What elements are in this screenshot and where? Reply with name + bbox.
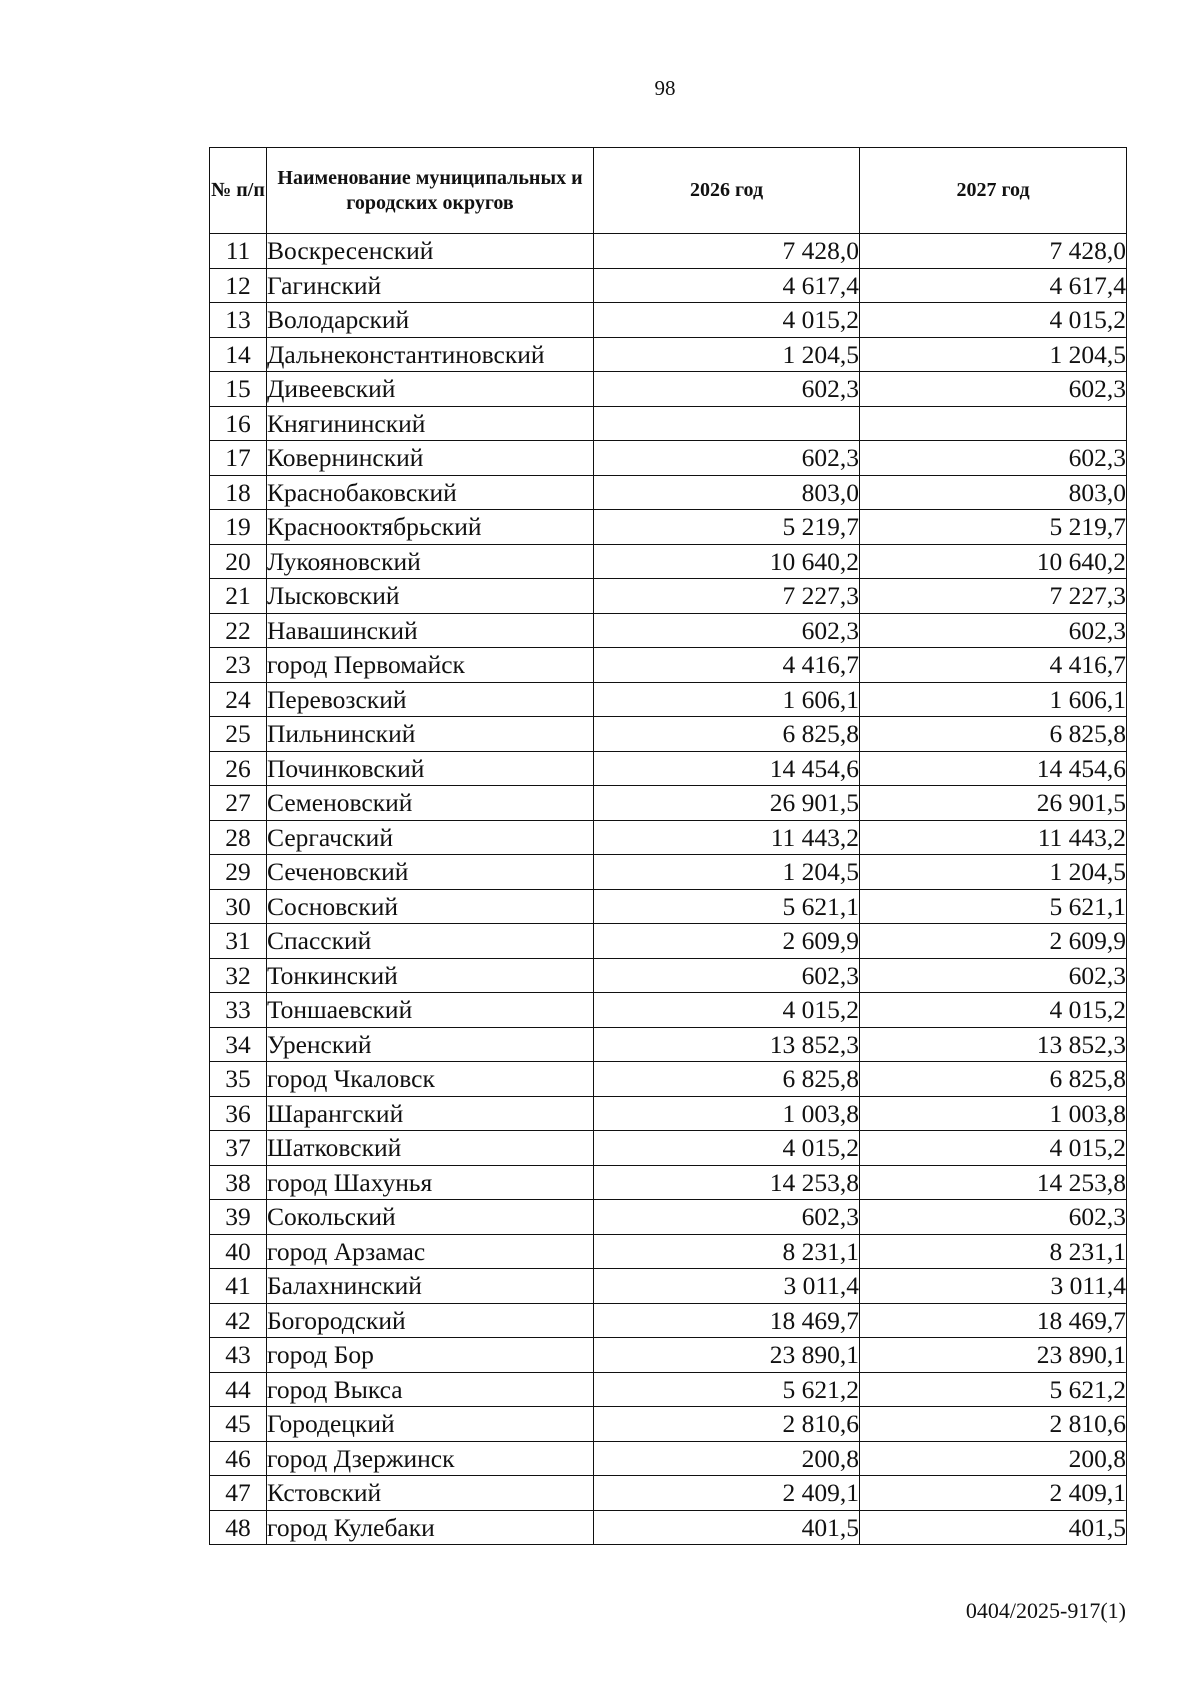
district-name: Балахнинский xyxy=(267,1269,594,1304)
allocation-table xyxy=(209,147,1127,1545)
row-number: 36 xyxy=(210,1096,267,1131)
value-2027: 26 901,5 xyxy=(860,786,1127,821)
value-2026: 14 454,6 xyxy=(594,751,860,786)
row-number: 14 xyxy=(210,337,267,372)
value-2026: 602,3 xyxy=(594,958,860,993)
district-name: город Дзержинск xyxy=(267,1441,594,1476)
row-number: 45 xyxy=(210,1407,267,1442)
row-number: 47 xyxy=(210,1476,267,1511)
district-name: Спасский xyxy=(267,924,594,959)
value-2027: 11 443,2 xyxy=(860,820,1127,855)
row-number: 29 xyxy=(210,855,267,890)
value-2026: 10 640,2 xyxy=(594,544,860,579)
value-2027: 401,5 xyxy=(860,1510,1127,1545)
value-2027: 8 231,1 xyxy=(860,1234,1127,1269)
table-row xyxy=(210,475,1127,510)
row-number: 22 xyxy=(210,613,267,648)
value-2027: 1 003,8 xyxy=(860,1096,1127,1131)
row-number: 16 xyxy=(210,406,267,441)
table-row xyxy=(210,337,1127,372)
value-2027: 7 428,0 xyxy=(860,234,1127,269)
district-name: Сокольский xyxy=(267,1200,594,1235)
value-2027: 10 640,2 xyxy=(860,544,1127,579)
value-2027: 13 852,3 xyxy=(860,1027,1127,1062)
header-2027: 2027 год xyxy=(860,148,1127,234)
value-2026: 2 609,9 xyxy=(594,924,860,959)
value-2027: 602,3 xyxy=(860,613,1127,648)
value-2027: 7 227,3 xyxy=(860,579,1127,614)
value-2027: 602,3 xyxy=(860,372,1127,407)
row-number: 46 xyxy=(210,1441,267,1476)
district-name: Краснобаковский xyxy=(267,475,594,510)
table-row xyxy=(210,1200,1127,1235)
value-2026: 18 469,7 xyxy=(594,1303,860,1338)
row-number: 17 xyxy=(210,441,267,476)
value-2027: 602,3 xyxy=(860,1200,1127,1235)
value-2027: 14 253,8 xyxy=(860,1165,1127,1200)
value-2026: 602,3 xyxy=(594,613,860,648)
district-name: Кстовский xyxy=(267,1476,594,1511)
header-name: Наименование муниципальных и городских округов xyxy=(267,148,594,234)
row-number: 34 xyxy=(210,1027,267,1062)
district-name: Городецкий xyxy=(267,1407,594,1442)
district-name: Сосновский xyxy=(267,889,594,924)
row-number: 19 xyxy=(210,510,267,545)
table-row xyxy=(210,613,1127,648)
value-2026: 1 204,5 xyxy=(594,337,860,372)
value-2026: 6 825,8 xyxy=(594,717,860,752)
value-2027: 3 011,4 xyxy=(860,1269,1127,1304)
value-2027: 4 416,7 xyxy=(860,648,1127,683)
value-2027: 2 409,1 xyxy=(860,1476,1127,1511)
value-2027: 602,3 xyxy=(860,958,1127,993)
district-name: Краснооктябрьский xyxy=(267,510,594,545)
district-name: Сеченовский xyxy=(267,855,594,890)
district-name: город Бор xyxy=(267,1338,594,1373)
district-name: Уренский xyxy=(267,1027,594,1062)
table-row xyxy=(210,1234,1127,1269)
district-name: город Первомайск xyxy=(267,648,594,683)
table-row xyxy=(210,924,1127,959)
district-name: Семеновский xyxy=(267,786,594,821)
value-2027: 1 204,5 xyxy=(860,337,1127,372)
table-row xyxy=(210,751,1127,786)
row-number: 25 xyxy=(210,717,267,752)
value-2026: 5 621,1 xyxy=(594,889,860,924)
value-2027: 23 890,1 xyxy=(860,1338,1127,1373)
value-2027: 18 469,7 xyxy=(860,1303,1127,1338)
value-2027 xyxy=(860,406,1127,441)
row-number: 12 xyxy=(210,268,267,303)
table-row xyxy=(210,648,1127,683)
value-2026: 13 852,3 xyxy=(594,1027,860,1062)
table-row xyxy=(210,268,1127,303)
row-number: 32 xyxy=(210,958,267,993)
district-name: Пильнинский xyxy=(267,717,594,752)
header-2026: 2026 год xyxy=(594,148,860,234)
row-number: 15 xyxy=(210,372,267,407)
value-2026: 4 416,7 xyxy=(594,648,860,683)
district-name: Шарангский xyxy=(267,1096,594,1131)
value-2027: 5 621,2 xyxy=(860,1372,1127,1407)
table-row xyxy=(210,1476,1127,1511)
value-2027: 4 617,4 xyxy=(860,268,1127,303)
value-2026: 7 227,3 xyxy=(594,579,860,614)
table-row xyxy=(210,855,1127,890)
value-2026: 602,3 xyxy=(594,441,860,476)
row-number: 48 xyxy=(210,1510,267,1545)
table-row xyxy=(210,372,1127,407)
district-name: Ковернинский xyxy=(267,441,594,476)
table-row xyxy=(210,820,1127,855)
table-row xyxy=(210,1027,1127,1062)
table-row xyxy=(210,1165,1127,1200)
district-name: Перевозский xyxy=(267,682,594,717)
table-row xyxy=(210,441,1127,476)
row-number: 44 xyxy=(210,1372,267,1407)
district-name: город Выкса xyxy=(267,1372,594,1407)
row-number: 33 xyxy=(210,993,267,1028)
value-2027: 6 825,8 xyxy=(860,1062,1127,1097)
row-number: 28 xyxy=(210,820,267,855)
row-number: 40 xyxy=(210,1234,267,1269)
district-name: Навашинский xyxy=(267,613,594,648)
table-row xyxy=(210,1269,1127,1304)
value-2026: 602,3 xyxy=(594,1200,860,1235)
table-row xyxy=(210,544,1127,579)
district-name: Воскресенский xyxy=(267,234,594,269)
value-2027: 6 825,8 xyxy=(860,717,1127,752)
value-2027: 1 204,5 xyxy=(860,855,1127,890)
table-body xyxy=(210,234,1127,1545)
row-number: 11 xyxy=(210,234,267,269)
value-2026: 401,5 xyxy=(594,1510,860,1545)
row-number: 41 xyxy=(210,1269,267,1304)
district-name: Володарский xyxy=(267,303,594,338)
district-name: Богородский xyxy=(267,1303,594,1338)
district-name: город Кулебаки xyxy=(267,1510,594,1545)
district-name: Тоншаевский xyxy=(267,993,594,1028)
table-row xyxy=(210,1131,1127,1166)
row-number: 30 xyxy=(210,889,267,924)
district-name: Княгининский xyxy=(267,406,594,441)
table-row xyxy=(210,717,1127,752)
value-2026: 200,8 xyxy=(594,1441,860,1476)
value-2026: 1 003,8 xyxy=(594,1096,860,1131)
value-2026: 4 015,2 xyxy=(594,1131,860,1166)
table-row xyxy=(210,1338,1127,1373)
table-row xyxy=(210,682,1127,717)
value-2027: 4 015,2 xyxy=(860,993,1127,1028)
row-number: 27 xyxy=(210,786,267,821)
district-name: Лысковский xyxy=(267,579,594,614)
table-row xyxy=(210,958,1127,993)
table-row xyxy=(210,406,1127,441)
row-number: 13 xyxy=(210,303,267,338)
table-row xyxy=(210,510,1127,545)
district-name: Лукояновский xyxy=(267,544,594,579)
table-row xyxy=(210,1407,1127,1442)
value-2027: 14 454,6 xyxy=(860,751,1127,786)
value-2026: 14 253,8 xyxy=(594,1165,860,1200)
value-2027: 5 219,7 xyxy=(860,510,1127,545)
district-name: Шатковский xyxy=(267,1131,594,1166)
row-number: 37 xyxy=(210,1131,267,1166)
table-header-row xyxy=(210,148,1127,234)
table-row xyxy=(210,579,1127,614)
district-name: Сергачский xyxy=(267,820,594,855)
table-row xyxy=(210,1510,1127,1545)
row-number: 23 xyxy=(210,648,267,683)
row-number: 43 xyxy=(210,1338,267,1373)
row-number: 42 xyxy=(210,1303,267,1338)
district-name: Гагинский xyxy=(267,268,594,303)
table-row xyxy=(210,1372,1127,1407)
table-row xyxy=(210,1096,1127,1131)
value-2026: 2 810,6 xyxy=(594,1407,860,1442)
value-2027: 2 609,9 xyxy=(860,924,1127,959)
district-name: город Арзамас xyxy=(267,1234,594,1269)
value-2026: 1 204,5 xyxy=(594,855,860,890)
page-number: 98 xyxy=(654,76,676,100)
value-2026: 2 409,1 xyxy=(594,1476,860,1511)
row-number: 31 xyxy=(210,924,267,959)
value-2027: 4 015,2 xyxy=(860,303,1127,338)
table-row xyxy=(210,234,1127,269)
row-number: 24 xyxy=(210,682,267,717)
district-name: Починковский xyxy=(267,751,594,786)
value-2027: 200,8 xyxy=(860,1441,1127,1476)
value-2026: 1 606,1 xyxy=(594,682,860,717)
value-2026: 7 428,0 xyxy=(594,234,860,269)
table-row xyxy=(210,786,1127,821)
value-2027: 5 621,1 xyxy=(860,889,1127,924)
table-row xyxy=(210,1441,1127,1476)
value-2027: 803,0 xyxy=(860,475,1127,510)
district-name: Дальнеконстантиновский xyxy=(267,337,594,372)
table-row xyxy=(210,993,1127,1028)
table-row xyxy=(210,1062,1127,1097)
value-2026: 4 617,4 xyxy=(594,268,860,303)
row-number: 20 xyxy=(210,544,267,579)
district-name: Тонкинский xyxy=(267,958,594,993)
value-2026: 6 825,8 xyxy=(594,1062,860,1097)
value-2026: 26 901,5 xyxy=(594,786,860,821)
value-2026: 11 443,2 xyxy=(594,820,860,855)
header-number: № п/п xyxy=(210,148,267,234)
value-2027: 602,3 xyxy=(860,441,1127,476)
row-number: 38 xyxy=(210,1165,267,1200)
district-name: город Шахунья xyxy=(267,1165,594,1200)
value-2026: 8 231,1 xyxy=(594,1234,860,1269)
value-2026: 5 621,2 xyxy=(594,1372,860,1407)
table-row xyxy=(210,889,1127,924)
value-2027: 2 810,6 xyxy=(860,1407,1127,1442)
value-2026: 5 219,7 xyxy=(594,510,860,545)
value-2026: 23 890,1 xyxy=(594,1338,860,1373)
row-number: 18 xyxy=(210,475,267,510)
row-number: 26 xyxy=(210,751,267,786)
district-name: Дивеевский xyxy=(267,372,594,407)
value-2027: 4 015,2 xyxy=(860,1131,1127,1166)
value-2026: 803,0 xyxy=(594,475,860,510)
value-2026: 4 015,2 xyxy=(594,303,860,338)
value-2026: 3 011,4 xyxy=(594,1269,860,1304)
document-code: 0404/2025-917(1) xyxy=(965,1598,1126,1623)
value-2027: 1 606,1 xyxy=(860,682,1127,717)
value-2026: 4 015,2 xyxy=(594,993,860,1028)
row-number: 39 xyxy=(210,1200,267,1235)
value-2026 xyxy=(594,406,860,441)
district-name: город Чкаловск xyxy=(267,1062,594,1097)
table-row xyxy=(210,1303,1127,1338)
row-number: 21 xyxy=(210,579,267,614)
row-number: 35 xyxy=(210,1062,267,1097)
table-row xyxy=(210,303,1127,338)
value-2026: 602,3 xyxy=(594,372,860,407)
